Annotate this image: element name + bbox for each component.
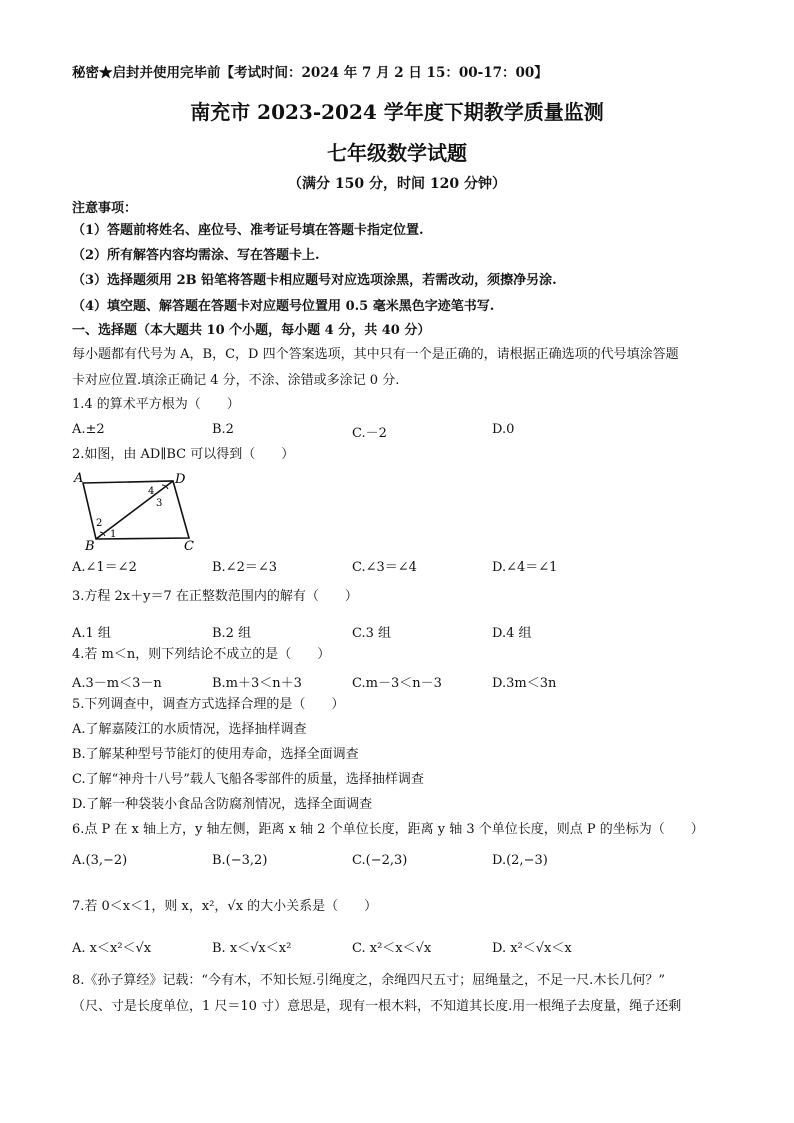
note-item-4: （4）填空题、解答题在答题卡对应题号位置用 0.5 毫米黑色字迹笔书写. <box>72 299 495 314</box>
q6-option-d: D.(2,−3) <box>492 853 548 868</box>
label-d: D <box>175 472 186 487</box>
q6-option-c: C.(−2,3) <box>352 853 408 868</box>
q1-option-a: A.±2 <box>72 422 105 437</box>
note-item-2: （2）所有解答内容均需涂、写在答题卡上. <box>72 248 320 263</box>
q1-options <box>72 422 752 442</box>
q8-line-1: 8.《孙子算经》记载：“今有木，不知长短.引绳度之，余绳四尺五寸；屈绳量之，不足一尺.木长几何？” <box>72 973 665 988</box>
q5-option-b: B.了解某种型号节能灯的使用寿命，选择全面调查 <box>72 747 359 762</box>
section1-desc-line1: 每小题都有代号为 A，B，C，D 四个答案选项，其中只有一个是正确的，请根据正确选项的代号填涂答题 <box>72 347 679 362</box>
q2-options <box>72 556 752 576</box>
angle-label-2: 2 <box>96 518 103 529</box>
q4-option-c: C.m－3＜n－3 <box>352 676 442 691</box>
angle-label-1: 1 <box>110 529 117 540</box>
q7-option-c: C. x²＜x＜√x <box>352 941 432 956</box>
q8-line-2: （尺、寸是长度单位，1 尺＝10 寸）意思是，现有一根木料，不知道其长度.用一根绳子去度量，绳子还剩 <box>72 999 682 1014</box>
q5-option-a: A.了解嘉陵江的水质情况，选择抽样调查 <box>72 722 307 737</box>
q3-options <box>72 622 752 642</box>
notes-heading: 注意事项： <box>72 201 138 216</box>
exam-title: 南充市 2023-2024 学年度下期教学质量监测 <box>190 100 604 124</box>
q2-stem: 2.如图，由 AD∥BC 可以得到（ ） <box>72 447 295 462</box>
parallelogram-abcd <box>83 481 189 539</box>
q4-stem: 4.若 m＜n，则下列结论不成立的是（ ） <box>72 647 331 662</box>
q6-stem: 6.点 P 在 x 轴上方，y 轴左侧，距离 x 轴 2 个单位长度，距离 y 轴 3 个单位长度，则点 P 的坐标为（ ） <box>72 822 704 837</box>
q4-option-a: A.3－m＜3－n <box>72 676 162 691</box>
q2-option-d: D.∠4＝∠1 <box>492 560 558 575</box>
label-c: C <box>184 539 194 552</box>
q5-option-d: D.了解一种袋装小食品含防腐剂情况，选择全面调查 <box>72 797 373 812</box>
q6-option-a: A.(3,−2) <box>72 853 128 868</box>
q2-option-c: C.∠3＝∠4 <box>352 560 417 575</box>
q3-option-a: A.1 组 <box>72 626 111 641</box>
score-time: （满分 150 分，时间 120 分钟） <box>288 176 506 192</box>
q3-option-c: C.3 组 <box>352 626 392 641</box>
q4-option-b: B.m＋3＜n＋3 <box>212 676 302 691</box>
section1-desc-line2: 卡对应位置.填涂正确记 4 分，不涂、涂错或多涂记 0 分. <box>72 373 400 388</box>
q7-stem: 7.若 0＜x＜1，则 x，x²，√x 的大小关系是（ ） <box>72 899 378 914</box>
q4-options <box>72 672 752 692</box>
q7-option-b: B. x＜√x＜x² <box>212 941 292 956</box>
q1-option-b: B.2 <box>212 422 234 437</box>
q2-option-b: B.∠2＝∠3 <box>212 560 278 575</box>
confidential-notice: 秘密★启封并使用完毕前【考试时间：2024 年 7 月 2 日 15：00-17：00】 <box>72 65 548 81</box>
q3-stem: 3.方程 2x＋y＝7 在正整数范围内的解有（ ） <box>72 589 358 604</box>
q7-option-d: D. x²＜√x＜x <box>492 941 572 956</box>
q1-option-d: D.0 <box>492 422 515 437</box>
q5-stem: 5.下列调查中，调查方式选择合理的是（ ） <box>72 697 345 712</box>
q3-option-b: B.2 组 <box>212 626 252 641</box>
diagonal-bd <box>96 481 173 539</box>
exam-subtitle: 七年级数学试题 <box>327 141 467 165</box>
angle-label-4: 4 <box>148 486 155 497</box>
section1-heading: 一、选择题（本大题共 10 个小题，每小题 4 分，共 40 分） <box>72 323 431 338</box>
label-b: B <box>85 539 95 552</box>
note-item-3: （3）选择题须用 2B 铅笔将答题卡相应题号对应选项涂黑，若需改动，须擦净另涂. <box>72 273 557 288</box>
q4-option-d: D.3m＜3n <box>492 676 557 691</box>
q7-option-a: A. x＜x²＜√x <box>72 941 152 956</box>
q5-option-c: C.了解“神舟十八号”载人飞船各零部件的质量，选择抽样调查 <box>72 772 424 787</box>
angle-label-3: 3 <box>156 498 163 509</box>
q2-option-a: A.∠1＝∠2 <box>72 560 137 575</box>
note-item-1: （1）答题前将姓名、座位号、准考证号填在答题卡指定位置. <box>72 223 424 238</box>
q6-option-b: B.(−3,2) <box>212 853 268 868</box>
q1-option-c: C.－2 <box>352 426 387 441</box>
q6-options <box>72 853 752 873</box>
q3-option-d: D.4 组 <box>492 626 532 641</box>
q2-parallelogram-figure <box>72 470 202 552</box>
q1-stem: 1.4 的算术平方根为（ ） <box>72 397 240 412</box>
label-a: A <box>74 471 84 486</box>
q7-options <box>72 937 752 957</box>
